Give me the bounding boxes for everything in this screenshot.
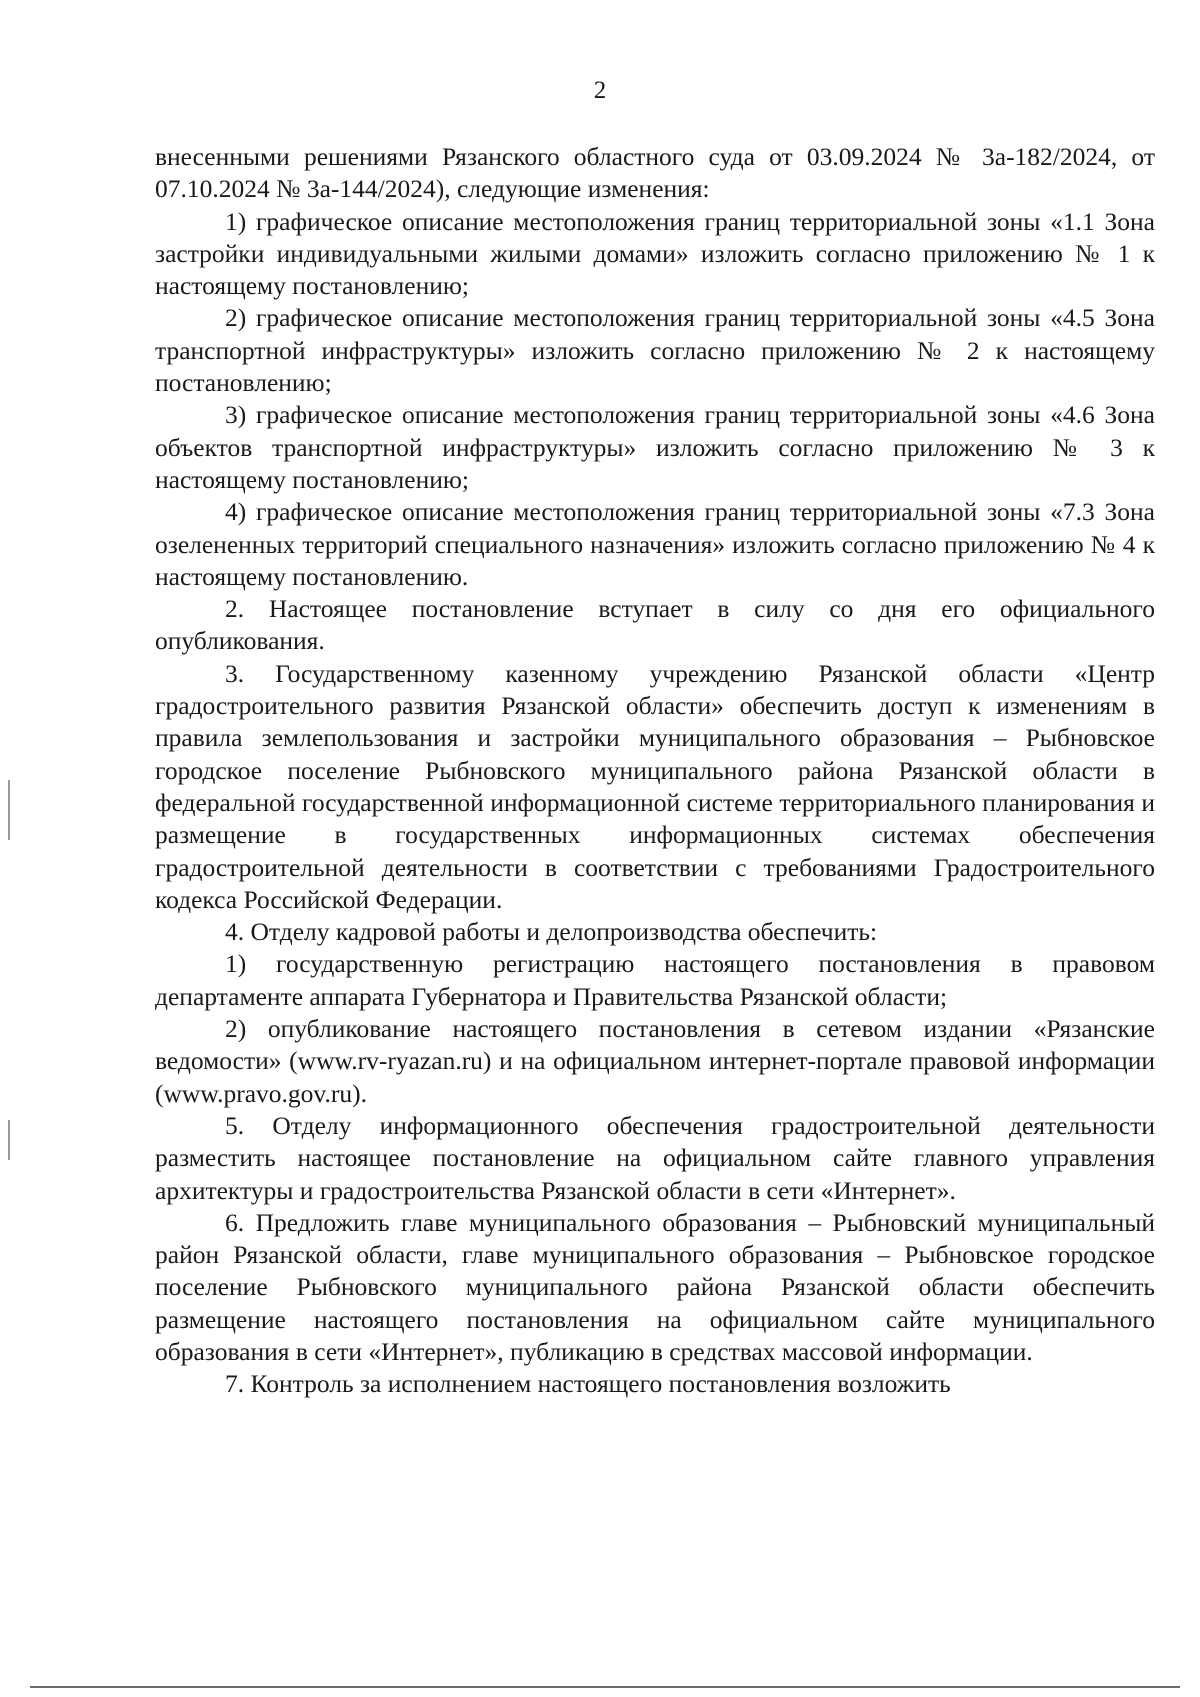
subitem-3-zone-4-6: 3) графическое описание местоположения границ территориальной зоны «4.6 Зона объектов транспортной инфраструктуры» изложить согласно приложению № 3 к настоящему постановлению; (155, 400, 1155, 494)
clause-5-website-posting: 5. Отделу информационного обеспечения градостроительной деятельности разместить настоящее постановление на официальном сайте главного управления архитектуры и градостроительства Рязанской области в сети «Интернет». (155, 1110, 1155, 1205)
scan-artifact-mark (8, 780, 10, 840)
clause-4-subitem-2-publication: 2) опубликование настоящего постановления в сетевом издании «Рязанские ведомости» (www.rv-ryazan.ru) и на официальном интернет-портале правовой информации (www.pravo.gov.ru). (155, 1014, 1155, 1108)
page-bottom-edge (30, 1686, 1180, 1688)
subitem-1-zone-1-1: 1) графическое описание местоположения границ территориальной зоны «1.1 Зона застройки индивидуальными жилыми домами» изложить согласно приложению № 1 к настоящему постановлению; (155, 206, 1155, 301)
subitem-2-zone-4-5: 2) графическое описание местоположения границ территориальной зоны «4.5 Зона транспортной инфраструктуры» изложить согласно приложению № 2 к настоящему постановлению; (155, 303, 1155, 398)
subitem-4-zone-7-3: 4) графическое описание местоположения границ территориальной зоны «7.3 Зона озелененных территорий специального назначения» изложить согласно приложению № 4 к настоящему постановлению. (155, 497, 1155, 591)
clause-4-hr-department: 4. Отделу кадровой работы и делопроизводства обеспечить: (225, 917, 878, 947)
document-body (155, 141, 1155, 1401)
clause-4-subitem-1-registration: 1) государственную регистрацию настоящего постановления в правовом департаменте аппарата Губернатора и Правительства Рязанской области; (155, 949, 1155, 1011)
paragraph-continuation: внесенными решениями Рязанского областного суда от 03.09.2024 № 3а-182/2024, от 07.10.2024 № 3а-144/2024), следующие изменения: (155, 142, 1155, 204)
clause-6-municipal-heads: 6. Предложить главе муниципального образования – Рыбновский муниципальный район Рязанской области, главе муниципального образования – Рыбновское городское поселение Рыбновского муниципального района Рязанской области обеспечить размещение настоящего постановления на официальном сайте муниципального образования в сети «Интернет», публикацию в средствах массовой информации. (155, 1207, 1155, 1366)
clause-2-effective-date: 2. Настоящее постановление вступает в силу со дня его официального опубликования. (155, 594, 1155, 656)
clause-3-access-provision: 3. Государственному казенному учреждению Рязанской области «Центр градостроительного развития Рязанской области» обеспечить доступ к изменениям в правила землепользования и застройки муниципального образования – Рыбновское городское поселение Рыбновского муниципального района Рязанской области в федеральной государственной информационной системе территориального планирования и размещение в государственных информационных системах обеспечения градостроительной деятельности в соответствии с требованиями Градостроительного кодекса Российской Федерации. (155, 658, 1155, 914)
page-number: 2 (593, 77, 607, 104)
clause-7-control: 7. Контроль за исполнением настоящего постановления возложить (225, 1369, 951, 1399)
scan-artifact-mark (8, 1120, 10, 1160)
